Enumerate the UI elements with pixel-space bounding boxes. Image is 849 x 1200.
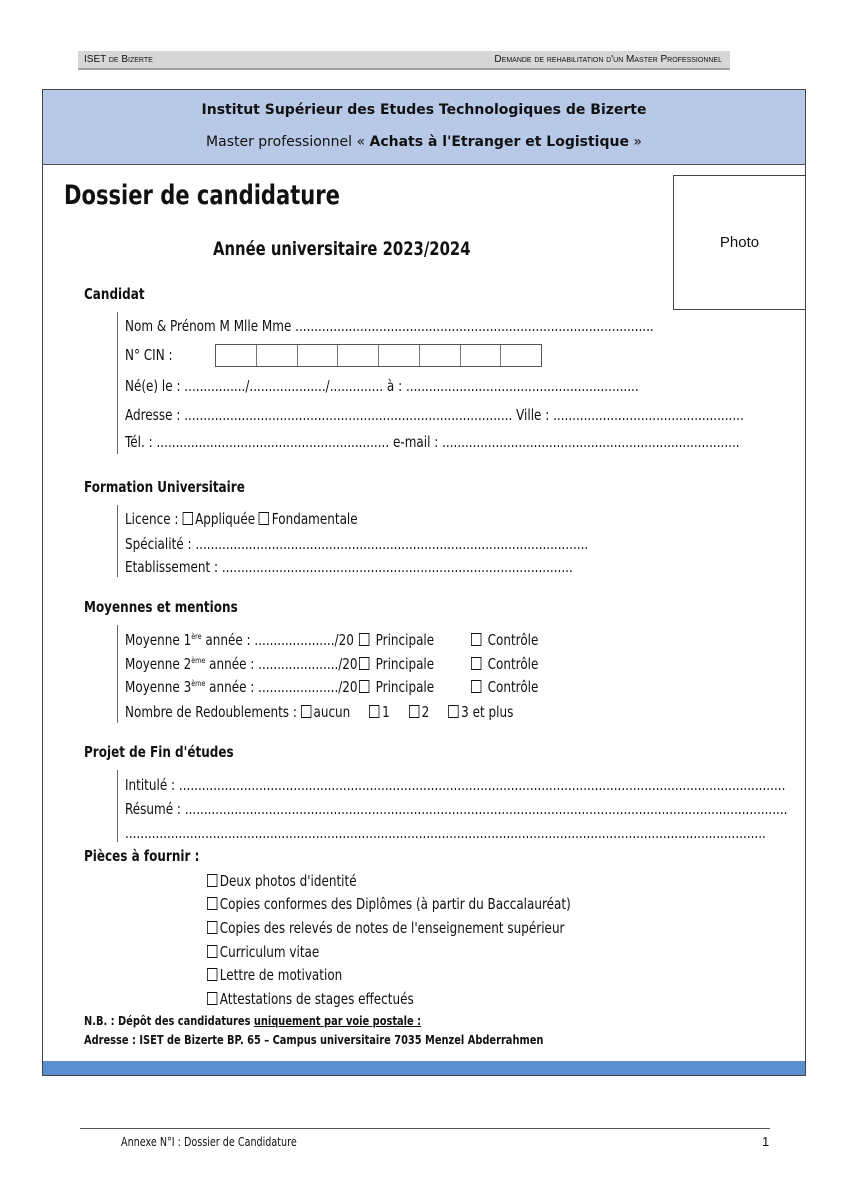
footer-rule <box>80 1128 770 1129</box>
licence-appliquee-checkbox[interactable] <box>182 512 192 525</box>
controle-checkbox[interactable] <box>471 633 481 646</box>
nb-underlined: uniquement par voie postale : <box>253 1014 422 1028</box>
cin-cell[interactable] <box>257 345 298 366</box>
piece-checkbox[interactable] <box>207 921 217 934</box>
principale-checkbox[interactable] <box>359 633 369 646</box>
academic-year: Année universitaire 2023/2024 <box>213 238 471 260</box>
piece-item: Deux photos d'identité <box>207 872 357 890</box>
institute-name: Institut Supérieur des Etudes Technologiques de Bizerte <box>201 102 647 118</box>
birth-field[interactable]: Né(e) le : ................/..................../.............. à : ............................................................. <box>125 377 639 395</box>
cin-cell[interactable] <box>216 345 257 366</box>
institute-band <box>43 90 805 165</box>
cin-grid[interactable] <box>215 344 542 367</box>
piece-item: Curriculum vitae <box>207 943 319 961</box>
controle-option: Contrôle <box>471 631 538 649</box>
cin-cell[interactable] <box>420 345 461 366</box>
principale-option: Principale <box>359 631 434 649</box>
address-field[interactable]: Adresse : ...................................................................................... Ville : .................................................. <box>125 406 744 424</box>
cin-cell[interactable] <box>298 345 339 366</box>
redo-3-checkbox[interactable] <box>448 705 458 718</box>
cin-cell[interactable] <box>461 345 502 366</box>
section-formation: Formation Universitaire <box>84 478 245 496</box>
principale-option: Principale <box>359 678 434 696</box>
moyenne-row: Moyenne 1ère année : ...................../20 <box>125 631 354 649</box>
bottom-band <box>43 1061 805 1075</box>
section-moyennes: Moyennes et mentions <box>84 598 238 616</box>
cin-cell[interactable] <box>338 345 379 366</box>
principale-option: Principale <box>359 655 434 673</box>
controle-checkbox[interactable] <box>471 657 481 670</box>
nb-address: Adresse : ISET de Bizerte BP. 65 – Campus universitaire 7035 Menzel Abderrahmen <box>84 1033 544 1047</box>
etablissement-field[interactable]: Etablissement : ............................................................................................ <box>125 558 573 576</box>
section-bar <box>117 505 118 577</box>
section-candidat: Candidat <box>84 285 145 303</box>
controle-checkbox[interactable] <box>471 680 481 693</box>
photo-label: Photo <box>719 234 760 251</box>
piece-checkbox[interactable] <box>207 874 217 887</box>
principale-checkbox[interactable] <box>359 680 369 693</box>
tel-email-field[interactable]: Tél. : ............................................................. e-mail : .............................................................................. <box>125 433 740 451</box>
redo-aucun-checkbox[interactable] <box>301 705 311 718</box>
controle-option: Contrôle <box>471 655 538 673</box>
photo-box <box>673 175 805 310</box>
header-left: ISET de Bizerte <box>84 54 153 65</box>
redoublements-row: Nombre de Redoublements : aucun 1 2 3 et plus <box>125 703 514 721</box>
resume-field[interactable]: Résumé : .............................................................................................................................................................. <box>125 800 788 818</box>
licence-row: Licence : Appliquée Fondamentale <box>125 510 358 528</box>
master-line: Master professionnel « Achats à l'Etranger et Logistique » <box>206 134 642 150</box>
piece-checkbox[interactable] <box>207 945 217 958</box>
page-number: 1 <box>762 1134 770 1149</box>
nb-note: N.B. : Dépôt des candidatures uniquement par voie postale : <box>84 1014 422 1028</box>
piece-checkbox[interactable] <box>207 992 217 1005</box>
piece-item: Attestations de stages effectués <box>207 990 414 1008</box>
cin-cell[interactable] <box>379 345 420 366</box>
piece-item: Copies des relevés de notes de l'enseignement supérieur <box>207 919 564 937</box>
section-bar <box>117 770 118 842</box>
resume-continuation[interactable]: ........................................................................................................................................................................ <box>125 824 766 842</box>
page-title: Dossier de candidature <box>64 180 340 211</box>
licence-fondamentale-checkbox[interactable] <box>259 512 269 525</box>
redo-1-checkbox[interactable] <box>369 705 379 718</box>
name-field[interactable]: Nom & Prénom M Mlle Mme .............................................................................................. <box>125 317 654 335</box>
principale-checkbox[interactable] <box>359 657 369 670</box>
header-right: Demande de rehabilitation d'un Master Professionnel <box>494 54 722 65</box>
controle-option: Contrôle <box>471 678 538 696</box>
redo-2-checkbox[interactable] <box>409 705 419 718</box>
piece-checkbox[interactable] <box>207 897 217 910</box>
section-pfe: Projet de Fin d'études <box>84 743 234 761</box>
section-pieces: Pièces à fournir : <box>84 847 200 865</box>
section-bar <box>117 625 118 723</box>
cin-cell[interactable] <box>501 345 541 366</box>
moyenne-row: Moyenne 3ème année : ...................../20 <box>125 678 358 696</box>
intitule-field[interactable]: Intitulé : ............................................................................................................................................................... <box>125 776 786 794</box>
piece-checkbox[interactable] <box>207 968 217 981</box>
specialite-field[interactable]: Spécialité : ....................................................................................................... <box>125 535 589 553</box>
footer-text: Annexe N°I : Dossier de Candidature <box>121 1135 297 1149</box>
master-name: Achats à l'Etranger et Logistique <box>369 134 629 150</box>
cin-label: N° CIN : <box>125 346 173 364</box>
running-header <box>78 51 730 70</box>
piece-item: Lettre de motivation <box>207 966 342 984</box>
section-bar <box>117 312 118 454</box>
piece-item: Copies conformes des Diplômes (à partir du Baccalauréat) <box>207 895 571 913</box>
moyenne-row: Moyenne 2ème année : ...................../20 <box>125 655 358 673</box>
